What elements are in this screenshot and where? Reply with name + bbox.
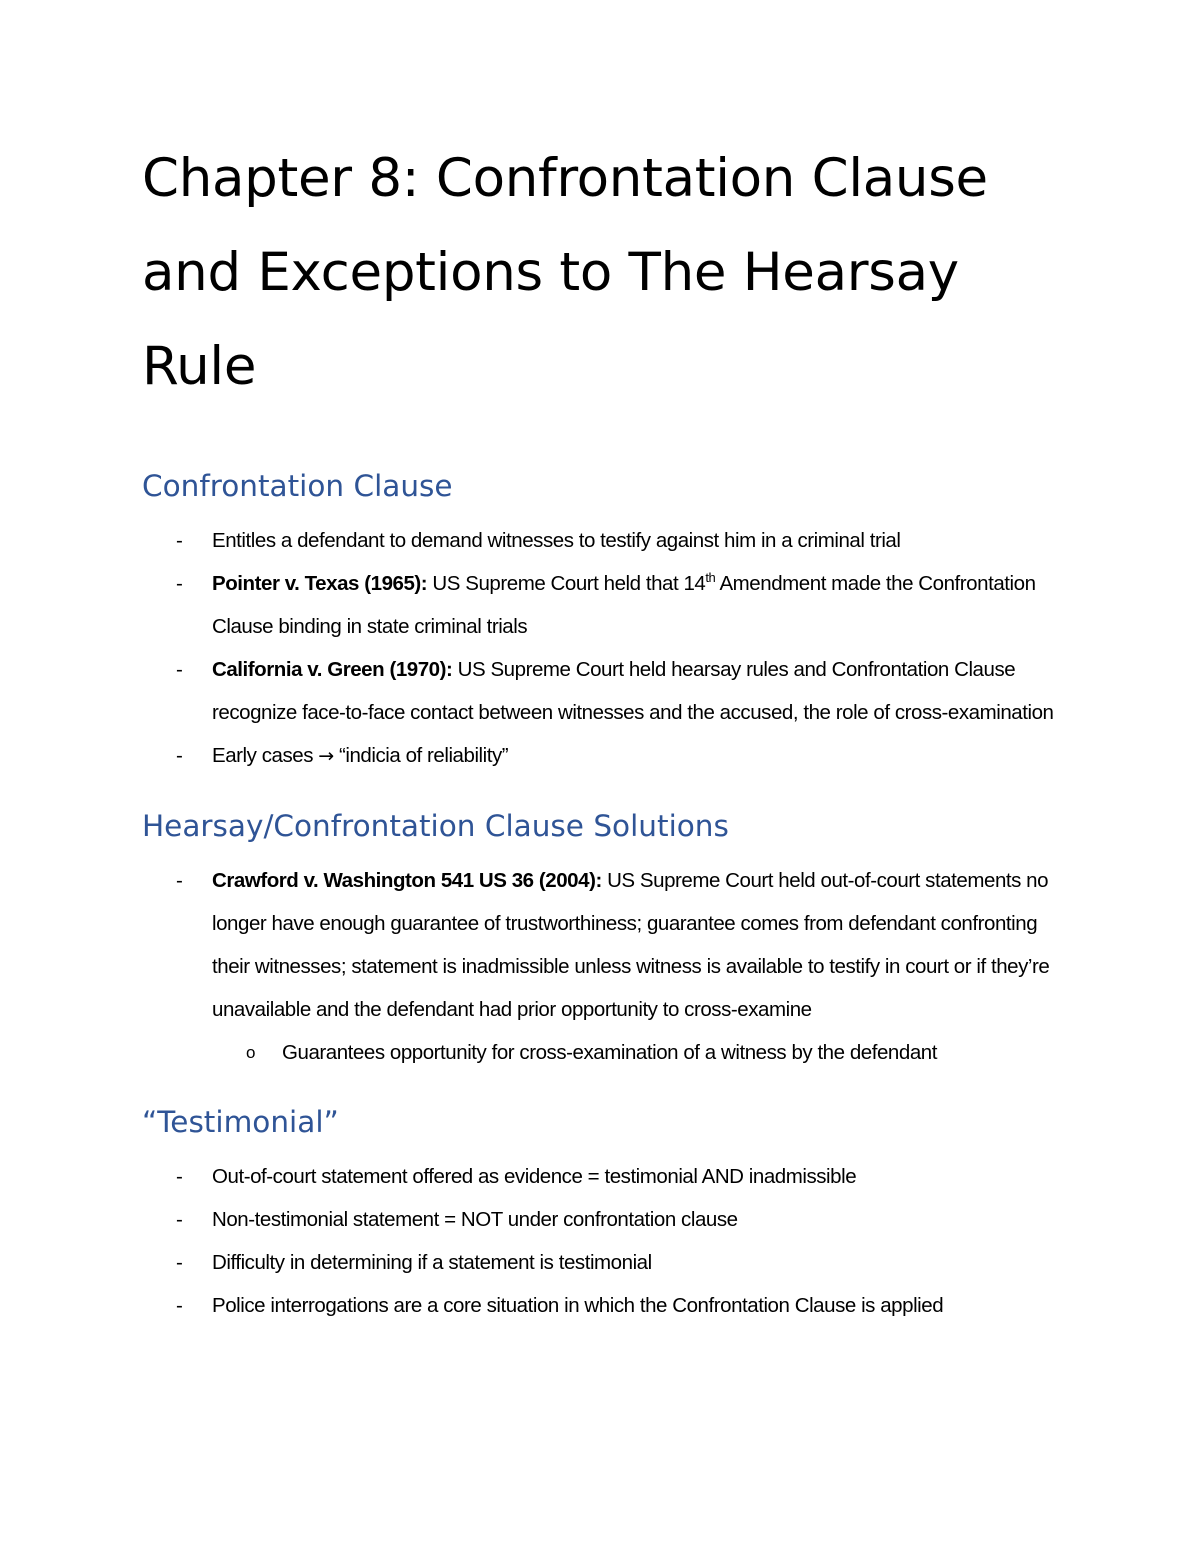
list-item xyxy=(142,734,1062,778)
list-item xyxy=(142,1198,1062,1241)
section-heading-solutions: Hearsay/Confrontation Clause Solutions xyxy=(142,809,729,843)
document-title xyxy=(142,132,1062,414)
bullet-dash: - xyxy=(176,744,183,767)
list-item xyxy=(142,1284,1062,1327)
title-line-3: Rule xyxy=(142,336,257,397)
list-item xyxy=(142,648,1062,734)
bullet-dash: - xyxy=(176,1165,183,1188)
section-heading-confrontation-clause: Confrontation Clause xyxy=(142,469,453,503)
title-line-2: and Exceptions to The Hearsay xyxy=(142,242,959,303)
item-text: Amendment made the Confrontation Clause binding in state criminal trials xyxy=(212,572,1036,638)
bullet-list xyxy=(142,1155,1062,1327)
case-citation: California v. Green (1970): xyxy=(212,658,453,681)
item-text: US Supreme Court held hearsay rules and Confrontation Clause recognize face-to-face contact between witnesses and the accused, the role of cross-examination xyxy=(212,658,1054,724)
bullet-list xyxy=(142,859,1062,1074)
sub-item-text: Guarantees opportunity for cross-examination of a witness by the defendant xyxy=(282,1041,937,1064)
item-text: US Supreme Court held that 14 xyxy=(427,572,706,595)
title-line-1: Chapter 8: Confrontation Clause xyxy=(142,148,988,209)
item-text: US Supreme Court held out-of-court statements no longer have enough guarantee of trustworthiness; guarantee comes from defendant confronting their witnesses; statement is inadmissible unless witness is available to testify in court or if they’re unavailable and the defendant had prior opportunity to cross-examine xyxy=(212,869,1050,1021)
bullet-dash: - xyxy=(176,1294,183,1317)
item-text: Difficulty in determining if a statement is testimonial xyxy=(212,1251,652,1274)
bullet-dash: - xyxy=(176,658,183,681)
case-citation: Crawford v. Washington 541 US 36 (2004): xyxy=(212,869,602,892)
list-item xyxy=(142,519,1062,562)
bullet-dash: - xyxy=(176,1251,183,1274)
bullet-circle: o xyxy=(246,1043,256,1062)
ordinal-suffix: th xyxy=(705,570,716,586)
list-item xyxy=(142,562,1062,648)
list-item xyxy=(142,1155,1062,1198)
bullet-dash: - xyxy=(176,529,183,552)
item-text: Entitles a defendant to demand witnesses to testify against him in a criminal trial xyxy=(212,529,901,552)
sub-bullet-list xyxy=(212,1031,1062,1074)
bullet-dash: - xyxy=(176,572,183,595)
bullet-list xyxy=(142,519,1062,778)
bullet-dash: - xyxy=(176,1208,183,1231)
item-text: Non-testimonial statement = NOT under confrontation clause xyxy=(212,1208,738,1231)
item-text: Police interrogations are a core situation in which the Confrontation Clause is applied xyxy=(212,1294,944,1317)
item-text: Out-of-court statement offered as evidence = testimonial AND inadmissible xyxy=(212,1165,857,1188)
section-heading-testimonial: “Testimonial” xyxy=(142,1105,339,1139)
item-text: “indicia of reliability” xyxy=(333,744,509,767)
sub-list-item xyxy=(212,1031,1062,1074)
bullet-dash: - xyxy=(176,869,183,892)
list-item xyxy=(142,859,1062,1074)
item-text: Early cases xyxy=(212,744,319,767)
case-citation: Pointer v. Texas (1965): xyxy=(212,572,428,595)
list-item xyxy=(142,1241,1062,1284)
arrow-right-icon: → xyxy=(318,745,334,767)
document-page xyxy=(142,132,1062,1327)
